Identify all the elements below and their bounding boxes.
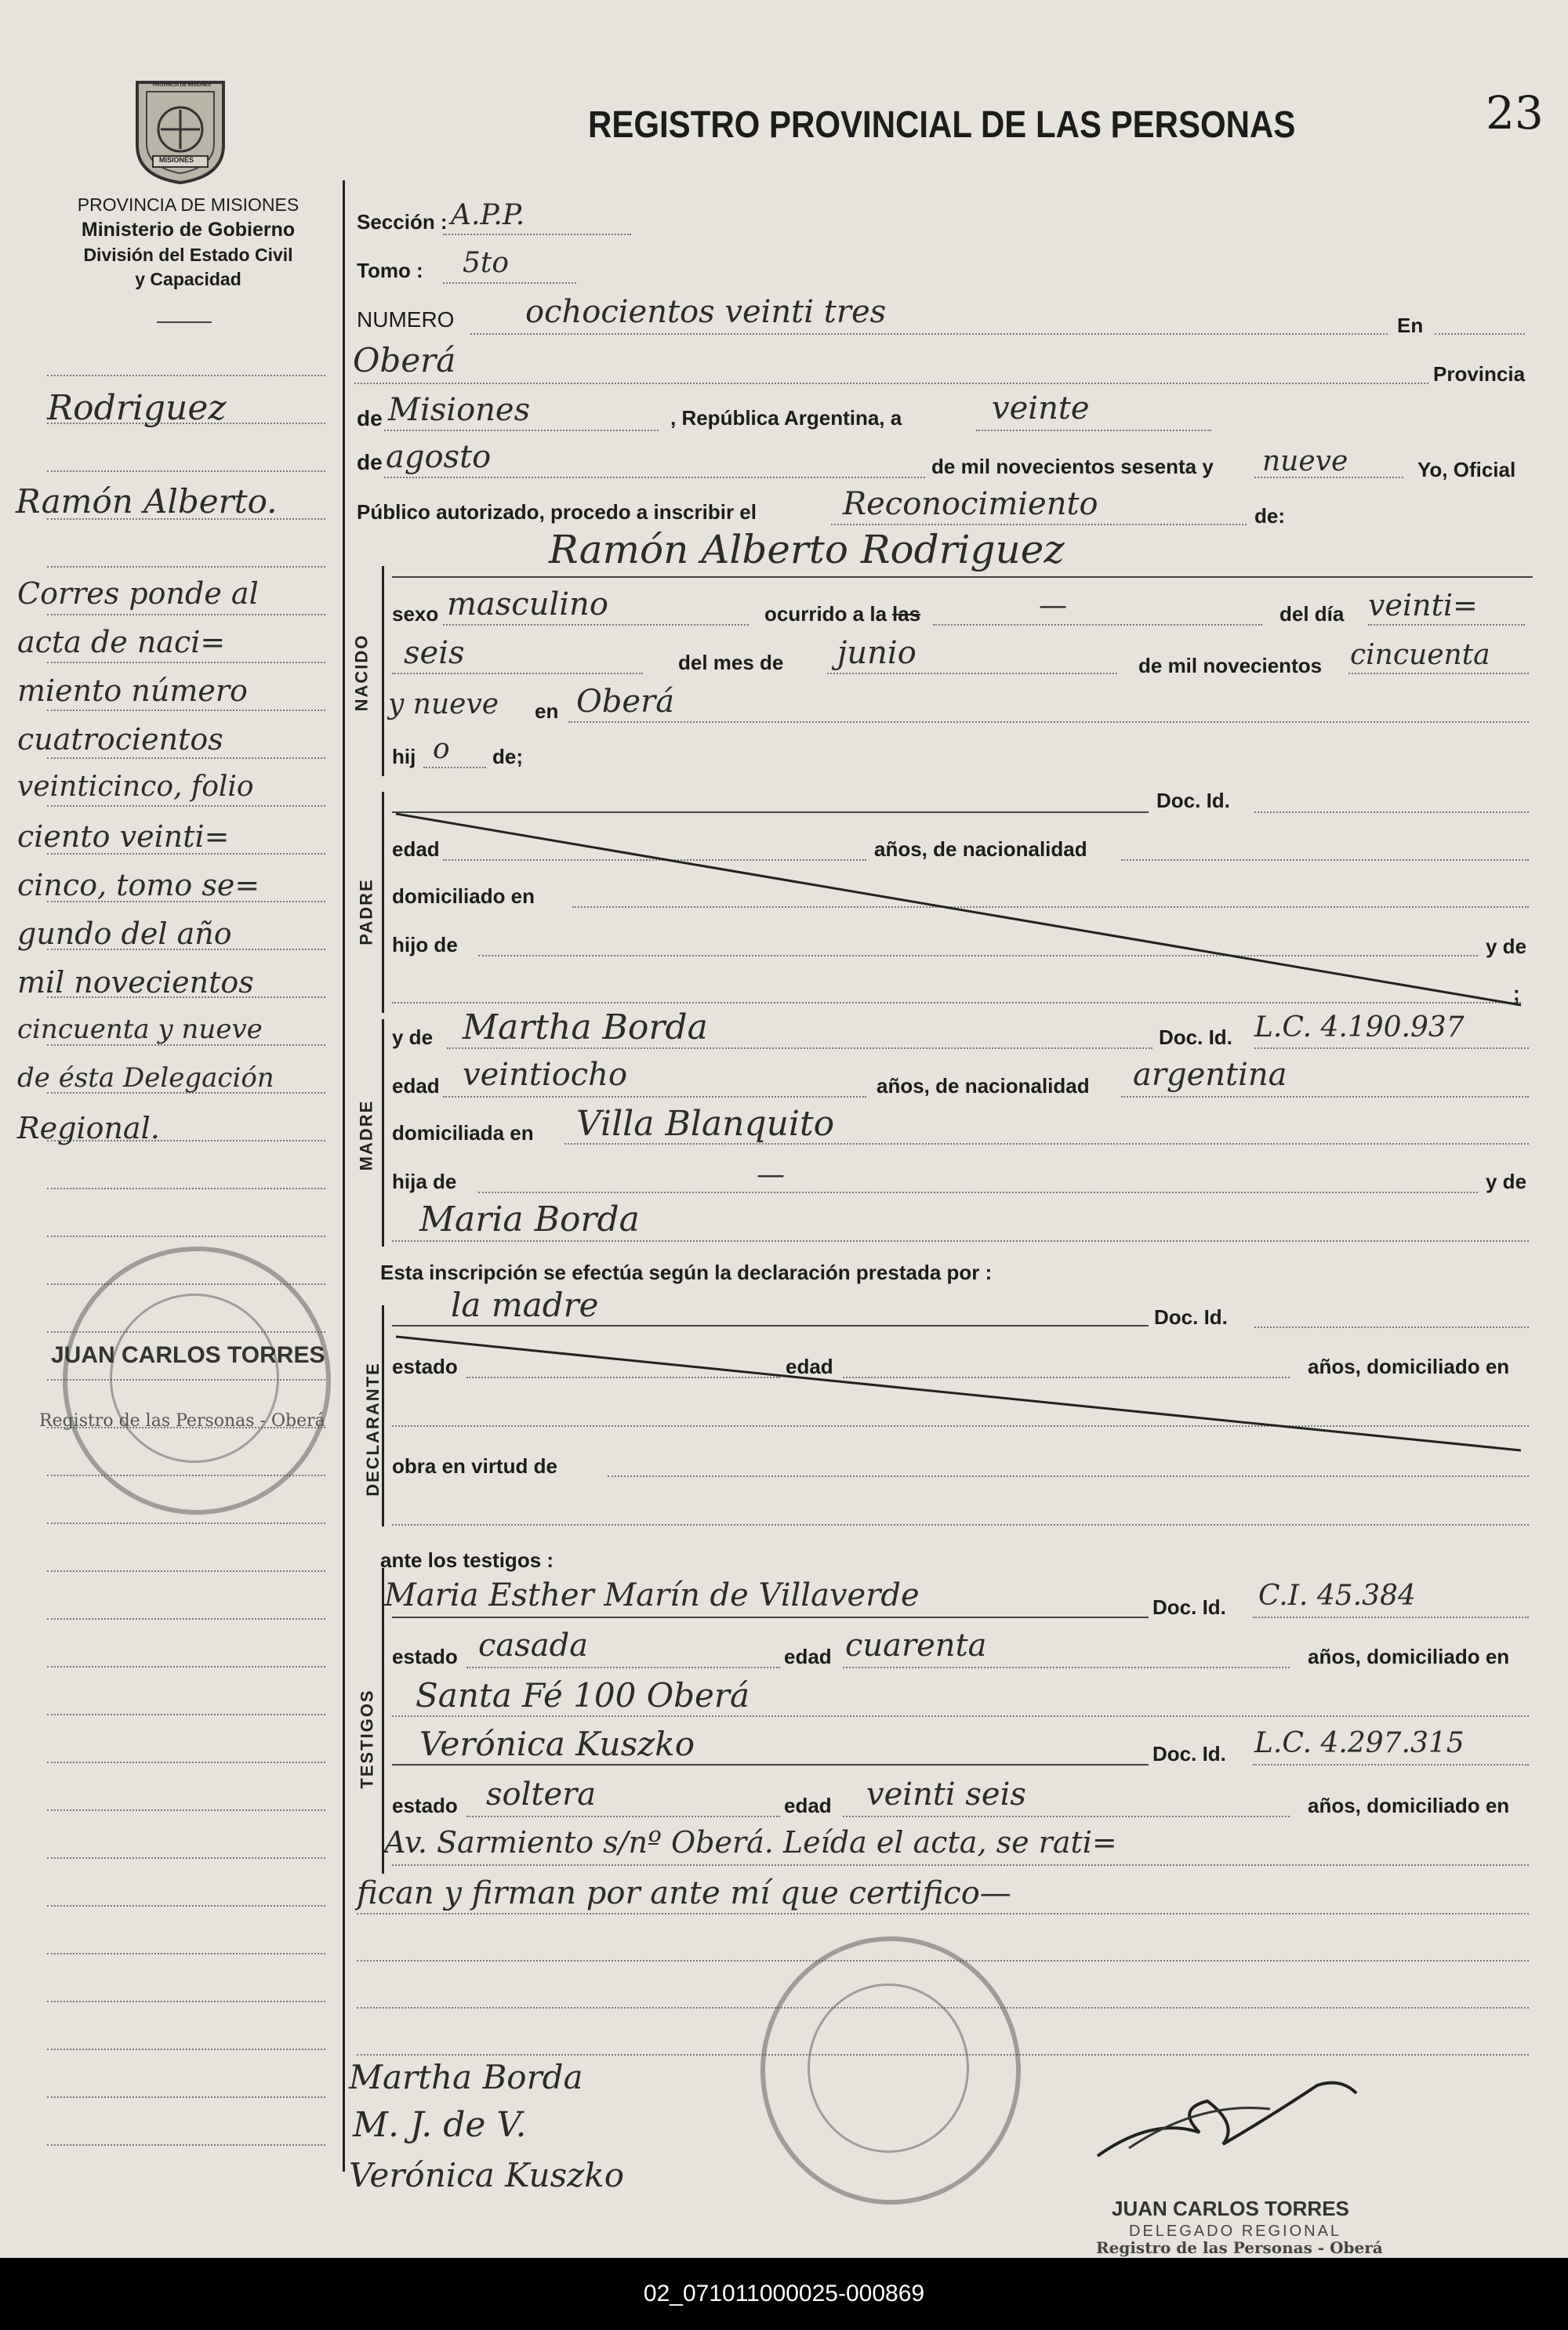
madre-bracket bbox=[382, 1019, 384, 1247]
testigos-intro: ante los testigos : bbox=[380, 1548, 554, 1572]
testigo1-name: Maria Esther Marín de Villaverde bbox=[384, 1577, 920, 1613]
madre-edad-label: edad bbox=[392, 1074, 440, 1098]
sexo-value: masculino bbox=[447, 586, 608, 622]
testigo2-anios-label: años, domiciliado en bbox=[1308, 1794, 1510, 1817]
nacido-anio-value: cincuenta bbox=[1350, 639, 1490, 671]
testigo1-doc-value: C.I. 45.384 bbox=[1258, 1580, 1416, 1612]
del-dia-label: del día bbox=[1279, 602, 1345, 626]
testigo1-estado-value: casada bbox=[478, 1628, 589, 1664]
madre-dom-label: domiciliada en bbox=[392, 1121, 534, 1145]
anio-label: de mil novecientos bbox=[1138, 654, 1323, 677]
margin-ruling-line bbox=[47, 2096, 325, 2098]
column-divider bbox=[343, 180, 345, 2172]
seccion-label: Sección : bbox=[357, 210, 448, 234]
ocurrido-label: ocurrido a la bbox=[764, 602, 887, 626]
numero-label: NUMERO bbox=[357, 307, 455, 332]
madre-doc-value: L.C. 4.190.937 bbox=[1254, 1011, 1465, 1043]
publico-label: Público autorizado, procedo a inscribir el bbox=[357, 500, 757, 524]
nacido-dia-value2: seis bbox=[404, 635, 465, 671]
nacido-full-name: Ramón Alberto Rodriguez bbox=[549, 527, 1065, 572]
section-label-madre: MADRE bbox=[356, 1099, 376, 1171]
provincia-value: Misiones bbox=[388, 392, 531, 428]
hij-value: o bbox=[433, 733, 450, 765]
madre-nac-value: argentina bbox=[1133, 1057, 1287, 1093]
official-name: JUAN CARLOS TORRES bbox=[1112, 2197, 1349, 2220]
margin-ruling-line bbox=[47, 375, 325, 376]
section-label-testigos: TESTIGOS bbox=[357, 1689, 377, 1789]
issuer-line2: Ministerio de Gobierno bbox=[81, 219, 296, 241]
margin-note-line: miento número bbox=[17, 673, 248, 708]
margin-given-names: Ramón Alberto. bbox=[16, 482, 278, 521]
madre-yde-label: y de bbox=[392, 1025, 434, 1049]
republica-label: , República Argentina, a bbox=[670, 406, 902, 430]
margin-note-line: ciento veinti= bbox=[17, 819, 230, 854]
mil-label: de mil novecientos sesenta y bbox=[931, 455, 1214, 478]
madre-name-value: Martha Borda bbox=[463, 1007, 708, 1047]
testigo1-doc-label: Doc. Id. bbox=[1152, 1595, 1226, 1619]
testigo1-estado-label: estado bbox=[392, 1645, 458, 1668]
madre-hija-label: hija de bbox=[392, 1170, 457, 1193]
provincia-label: Provincia bbox=[1433, 362, 1526, 386]
margin-ruling-line bbox=[47, 566, 325, 568]
testigo2-edad-value: veinti seis bbox=[866, 1777, 1026, 1813]
de-label: de bbox=[357, 406, 383, 430]
official-seal-bottom-inner bbox=[808, 1983, 969, 2153]
official-signature bbox=[1082, 2070, 1364, 2172]
padre-bracket bbox=[382, 792, 384, 1013]
margin-ruling-line bbox=[47, 1570, 325, 1572]
margin-note-line: Regional. bbox=[17, 1111, 160, 1145]
testigo2-doc-value: L.C. 4.297.315 bbox=[1254, 1727, 1465, 1759]
official-title: DELEGADO REGIONAL bbox=[1129, 2223, 1342, 2240]
margin-notes bbox=[17, 576, 347, 1160]
margin-note-line: gundo del año bbox=[17, 916, 232, 951]
dia-value: veinte bbox=[992, 390, 1090, 426]
emblem-banner: MISIONES bbox=[159, 156, 194, 164]
margin-note-line: mil novecientos bbox=[17, 965, 254, 1000]
margin-ruling-line bbox=[47, 2144, 325, 2146]
margin-ruling-line bbox=[47, 1714, 325, 1715]
hij-de-label: de; bbox=[492, 745, 523, 768]
madre2-value: Maria Borda bbox=[419, 1199, 640, 1239]
testigo2-estado-label: estado bbox=[392, 1794, 458, 1817]
margin-note-line: veinticinco, folio bbox=[17, 771, 254, 803]
declarante-doc-label: Doc. Id. bbox=[1154, 1305, 1228, 1329]
margin-note-line: de ésta Delegación bbox=[17, 1062, 274, 1094]
declarante-obra-label: obra en virtud de bbox=[392, 1454, 557, 1478]
numero-value: ochocientos veinti tres bbox=[525, 294, 887, 330]
declarante-intro: Esta inscripción se efectúa según la declaración prestada por : bbox=[380, 1261, 993, 1284]
madre-edad-value: veintiocho bbox=[463, 1057, 628, 1093]
margin-ruling-line bbox=[47, 2049, 325, 2050]
madre-dom-value: Villa Blanquito bbox=[576, 1104, 835, 1144]
padre-cancel-line bbox=[392, 808, 1529, 1011]
issuer-line1: PROVINCIA DE MISIONES bbox=[77, 194, 299, 215]
section-label-nacido: NACIDO bbox=[351, 633, 372, 712]
las-label: las bbox=[892, 602, 921, 626]
margin-ruling-line bbox=[47, 1188, 325, 1189]
margin-note-line: Corres ponde al bbox=[17, 576, 259, 611]
testigo2-doc-label: Doc. Id. bbox=[1152, 1742, 1226, 1766]
de2-label: de bbox=[357, 450, 383, 474]
testigo1-dom-value: Santa Fé 100 Oberá bbox=[416, 1676, 750, 1715]
margin-ruling-line bbox=[47, 1666, 325, 1668]
signature-testigo2: Verónica Kuszko bbox=[349, 2156, 625, 2194]
en-label-nacido: en bbox=[535, 699, 559, 723]
tomo-value: 5to bbox=[463, 247, 510, 279]
lugar-value: Oberá bbox=[576, 684, 675, 720]
margin-note-line: cincuenta y nueve bbox=[17, 1014, 263, 1045]
de3-label: de: bbox=[1254, 504, 1285, 528]
acto-value: Reconocimiento bbox=[843, 486, 1098, 522]
testigo2-name: Verónica Kuszko bbox=[419, 1725, 695, 1763]
testigo1-edad-label: edad bbox=[784, 1645, 832, 1668]
sexo-label: sexo bbox=[392, 602, 439, 626]
signature-madre: Martha Borda bbox=[349, 2058, 583, 2096]
margin-ruling-line bbox=[47, 1522, 325, 1524]
declarante-anios-label: años, domiciliado en bbox=[1308, 1355, 1510, 1378]
hij-label: hij bbox=[392, 745, 416, 768]
madre-yde2-label: y de bbox=[1486, 1170, 1527, 1193]
padre-nac-label: años, de nacionalidad bbox=[874, 837, 1087, 861]
localidad-value: Oberá bbox=[353, 341, 456, 379]
seccion-value: A.P.P. bbox=[451, 199, 525, 231]
official-office: Registro de las Personas - Oberá bbox=[1096, 2238, 1383, 2257]
issuer-line3: División del Estado Civil bbox=[83, 245, 293, 265]
testigo1-edad-value: cuarenta bbox=[845, 1628, 987, 1664]
padre-edad-label: edad bbox=[392, 837, 440, 861]
official-seal-left-inner bbox=[110, 1294, 279, 1463]
padre-yde-label: y de bbox=[1486, 935, 1527, 958]
section-label-padre: PADRE bbox=[356, 878, 376, 945]
en-label: En bbox=[1397, 314, 1424, 337]
margin-ruling-line bbox=[47, 1236, 325, 1237]
nacido-dia-value: veinti= bbox=[1368, 588, 1478, 622]
madre-doc-label: Doc. Id. bbox=[1159, 1025, 1232, 1049]
testigo1-anios-label: años, domiciliado en bbox=[1308, 1645, 1510, 1668]
testigo2-edad-label: edad bbox=[784, 1794, 832, 1817]
page-number: 23 bbox=[1486, 86, 1544, 140]
margin-ruling-line bbox=[47, 470, 325, 472]
declarante-edad-label: edad bbox=[786, 1355, 833, 1378]
margin-note-line: acta de naci= bbox=[17, 625, 226, 659]
margin-stamp-name: JUAN CARLOS TORRES bbox=[51, 1342, 325, 1368]
testigo2-dom-value: Av. Sarmiento s/nº Oberá. Leída el acta, se rati= bbox=[384, 1825, 1117, 1860]
signature-testigo1: M. J. de V. bbox=[353, 2105, 527, 2145]
margin-ruling-line bbox=[47, 1905, 325, 1907]
margin-ruling-line bbox=[47, 2001, 325, 2002]
margin-stamp-sub: Registro de las Personas - Oberá bbox=[39, 1411, 325, 1431]
declarante-estado-label: estado bbox=[392, 1355, 458, 1378]
madre-nac-label: años, de nacionalidad bbox=[877, 1074, 1090, 1098]
margin-surname: Rodriguez bbox=[47, 388, 227, 428]
testigo2-estado-value: soltera bbox=[486, 1777, 597, 1813]
closing-text: fican y firman por ante mí que certifico— bbox=[357, 1875, 1011, 1911]
declarante-cancel-line bbox=[392, 1333, 1529, 1458]
issuer-block bbox=[31, 194, 345, 290]
margin-note-line: cinco, tomo se= bbox=[17, 868, 260, 902]
page-title: REGISTRO PROVINCIAL DE LAS PERSONAS bbox=[588, 103, 1296, 146]
province-emblem bbox=[129, 74, 231, 184]
margin-ruling-line bbox=[47, 1762, 325, 1763]
padre-hijo-label: hijo de bbox=[392, 933, 458, 956]
margin-ruling-line bbox=[47, 1618, 325, 1620]
declarante-name-value: la madre bbox=[451, 1286, 599, 1324]
tomo-label: Tomo : bbox=[357, 259, 423, 282]
image-id-caption: 02_071011000025-000869 bbox=[0, 2258, 1568, 2330]
margin-ruling-line bbox=[47, 1953, 325, 1954]
margin-ruling-line bbox=[47, 1809, 325, 1811]
nacido-anio-value2: y nueve bbox=[388, 688, 499, 720]
nacido-mes-value: junio bbox=[837, 635, 916, 671]
margin-ruling-line bbox=[47, 1857, 325, 1859]
padre-semicolon: ; bbox=[1513, 982, 1520, 1005]
margin-note-line: cuatrocientos bbox=[17, 722, 223, 757]
issuer-line4: y Capacidad bbox=[135, 269, 241, 289]
emblem-text: PROVINCIA DE MISIONES bbox=[153, 83, 212, 88]
section-label-declarante: DECLARANTE bbox=[362, 1362, 383, 1497]
madre-hija-value: — bbox=[757, 1159, 785, 1191]
padre-doc-label: Doc. Id. bbox=[1156, 789, 1230, 812]
mes-label: del mes de bbox=[678, 651, 784, 674]
mes-value: agosto bbox=[386, 439, 492, 475]
hora-value: — bbox=[1039, 590, 1067, 622]
oficial-label: Yo, Oficial bbox=[1417, 458, 1516, 481]
nacido-bracket bbox=[382, 566, 384, 776]
anio-value: nueve bbox=[1262, 445, 1348, 477]
padre-dom-label: domiciliado en bbox=[392, 884, 535, 908]
